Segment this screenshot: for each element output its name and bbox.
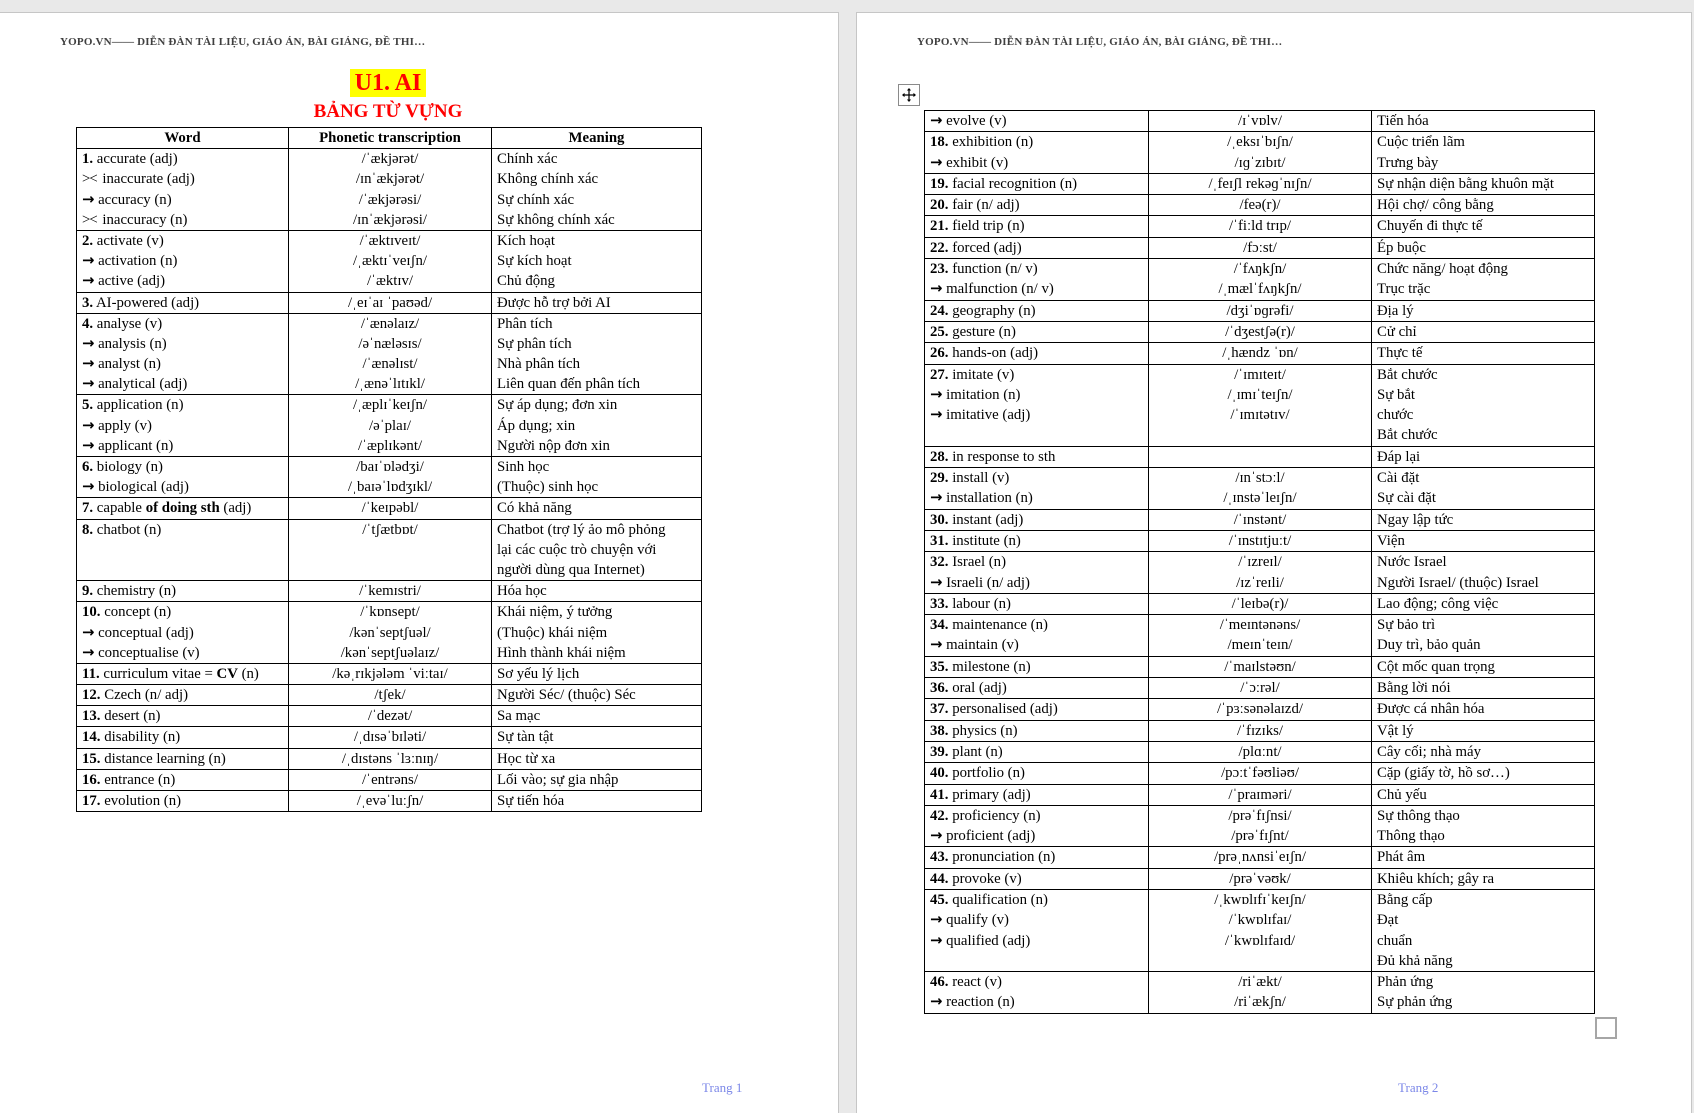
table-row — [925, 258, 1594, 300]
word-cell[interactable]: 12. Czech (n/ adj) — [82, 687, 189, 704]
phonetic-cell[interactable]: /ˌevəˈluːʃn/ — [288, 791, 491, 811]
meaning-cell[interactable]: Đáp lại — [1371, 447, 1594, 467]
table-row — [925, 656, 1594, 677]
meaning-cell[interactable]: Học từ xa — [491, 749, 701, 769]
meaning-cell[interactable]: Viện — [1371, 531, 1594, 551]
meaning-cell[interactable]: Phát âm — [1371, 847, 1594, 867]
site-watermark: YOPO.VN—— DIỄN ĐÀN TÀI LIỆU, GIÁO ÁN, BÀI GIẢNG, ĐỀ THI… — [917, 36, 1283, 48]
arrow-icon: → — [930, 911, 943, 929]
word-cell[interactable]: 38. physics (n) — [930, 722, 1018, 739]
unit-title-wrap — [76, 70, 700, 97]
word-cell[interactable]: 4. analyse (v) → analysis (n) → analyst (n) → analytical (adj) — [82, 315, 188, 393]
word-cell[interactable]: 17. evolution (n) — [82, 793, 182, 809]
meaning-cell[interactable]: Địa lý — [1371, 301, 1594, 321]
table-row — [925, 194, 1594, 215]
arrow-icon: → — [930, 931, 943, 949]
phonetic-cell[interactable]: /ˈtʃætbɒt/ — [288, 520, 491, 581]
word-cell[interactable]: 31. institute (n) — [930, 532, 1021, 549]
arrow-icon: → — [930, 153, 943, 171]
phonetic-cell[interactable]: /plɑːnt/ — [1148, 742, 1371, 762]
table-row — [925, 467, 1594, 509]
word-cell[interactable]: 22. forced (adj) — [930, 239, 1022, 256]
word-cell[interactable]: 33. labour (n) — [930, 595, 1011, 612]
phonetic-cell[interactable]: /ˈkemɪstri/ — [288, 581, 491, 601]
meaning-cell[interactable]: Sự áp dụng; đơn xin Áp dụng; xin Người nộp đơn xin — [491, 395, 701, 456]
meaning-cell[interactable]: Sinh học (Thuộc) sinh học — [491, 457, 701, 497]
table-row — [77, 519, 701, 581]
table-row — [925, 784, 1594, 805]
table-row — [925, 805, 1594, 847]
phonetic-cell[interactable]: /ˌhændz ˈɒn/ — [1148, 343, 1371, 363]
word-cell[interactable]: 10. concept (n) → conceptual (adj) → conceptualise (v) — [82, 604, 200, 661]
table-row — [925, 698, 1594, 719]
phonetic-cell[interactable]: /ˈkɒnsept/ /kənˈseptʃuəl/ /kənˈseptʃuəlaɪz/ — [288, 602, 491, 663]
meaning-cell[interactable]: Bắt chước Sự bắt chước Bắt chước — [1371, 365, 1594, 446]
word-cell[interactable]: 3. AI-powered (adj) — [82, 294, 200, 311]
arrow-icon: → — [930, 827, 943, 845]
site-watermark: YOPO.VN—— DIỄN ĐÀN TÀI LIỆU, GIÁO ÁN, BÀI GIẢNG, ĐỀ THI… — [60, 36, 426, 48]
antonym-icon: >< — [82, 171, 97, 188]
phonetic-cell[interactable]: /ˈɪzreɪl/ /ɪzˈreɪli/ — [1148, 552, 1371, 593]
arrow-icon: → — [930, 112, 943, 129]
meaning-cell[interactable]: Nước Israel Người Israel/ (thuộc) Israel — [1371, 552, 1594, 593]
table-row — [925, 111, 1594, 131]
table-row — [77, 497, 701, 518]
phonetic-cell[interactable]: /ˈfɪzɪks/ — [1148, 721, 1371, 741]
word-cell[interactable]: 26. hands-on (adj) — [930, 345, 1039, 362]
arrow-icon: → — [82, 416, 95, 434]
phonetic-cell[interactable]: /riˈækt/ /riˈækʃn/ — [1148, 972, 1371, 1013]
table-row — [77, 292, 701, 313]
word-cell[interactable]: 35. milestone (n) — [930, 658, 1031, 675]
meaning-cell[interactable]: Lao động; công việc — [1371, 594, 1594, 614]
meaning-cell[interactable]: Vật lý — [1371, 721, 1594, 741]
word-cell[interactable]: 13. desert (n) — [82, 708, 161, 725]
meaning-cell[interactable]: Sơ yếu lý lịch — [491, 664, 701, 684]
table-row — [925, 237, 1594, 258]
arrow-icon: → — [82, 436, 95, 454]
word-cell[interactable]: 8. chatbot (n) — [82, 521, 162, 538]
phonetic-cell[interactable]: /ˈfʌŋkʃn/ /ˌmælˈfʌŋkʃn/ — [1148, 259, 1371, 300]
word-cell[interactable]: → evolve (v) — [930, 112, 1007, 129]
column-header: Word — [164, 130, 201, 146]
phonetic-cell[interactable]: /ˈɔːrəl/ — [1148, 678, 1371, 698]
phonetic-cell[interactable]: /ˈɪnstənt/ — [1148, 510, 1371, 530]
phonetic-cell[interactable]: /ˈdezət/ — [288, 706, 491, 726]
word-cell[interactable]: 24. geography (n) — [930, 302, 1036, 319]
phonetic-cell[interactable]: /ˌæplɪˈkeɪʃn/ /əˈplaɪ/ /ˈæplɪkənt/ — [288, 395, 491, 456]
meaning-cell[interactable]: Sự bảo trì Duy trì, bảo quản — [1371, 615, 1594, 656]
meaning-cell[interactable]: Cử chỉ — [1371, 322, 1594, 342]
phonetic-cell[interactable]: /dʒiˈɒɡrəfi/ — [1148, 301, 1371, 321]
phonetic-cell[interactable]: /ˌkwɒlɪfɪˈkeɪʃn/ /ˈkwɒlɪfaɪ/ /ˈkwɒlɪfaɪd/ — [1148, 890, 1371, 971]
meaning-cell[interactable]: Chatbot (trợ lý ảo mô phỏng lại các cuộc trò chuyện với người dùng qua Internet) — [491, 520, 701, 581]
arrow-icon: → — [82, 643, 95, 661]
word-cell[interactable]: 11. curriculum vitae = CV (n) — [82, 665, 259, 682]
arrow-icon: → — [930, 573, 943, 591]
phonetic-cell[interactable]: /ˈdʒestʃə(r)/ — [1148, 322, 1371, 342]
word-cell[interactable]: 1. accurate (adj) >< inaccurate (adj) → accuracy (n) >< inaccuracy (n) — [82, 151, 195, 228]
meaning-cell[interactable]: Sự nhận diện bằng khuôn mặt — [1371, 174, 1594, 194]
meaning-cell[interactable]: Có khả năng — [491, 498, 701, 518]
arrow-icon: → — [82, 252, 95, 270]
phonetic-cell[interactable]: /ˌfeɪʃl rekəɡˈnɪʃn/ — [1148, 174, 1371, 194]
phonetic-cell[interactable]: /ˌeɪˈaɪ ˈpaʊəd/ — [288, 293, 491, 313]
table-row — [925, 741, 1594, 762]
phonetic-cell[interactable]: /ˈpɜːsənəlaɪzd/ — [1148, 699, 1371, 719]
antonym-icon: >< — [82, 211, 97, 228]
table-row — [925, 131, 1594, 173]
table-row — [77, 790, 701, 811]
word-cell[interactable]: 46. react (v) → reaction (n) — [930, 974, 1015, 1011]
table-row — [77, 313, 701, 395]
table-row — [925, 846, 1594, 867]
phonetic-cell[interactable]: /ˈfiːld trɪp/ — [1148, 216, 1371, 236]
phonetic-cell[interactable]: /ˈɪnstɪtjuːt/ — [1148, 531, 1371, 551]
word-cell[interactable]: 40. portfolio (n) — [930, 765, 1025, 782]
meaning-cell[interactable]: Cài đặt Sự cài đặt — [1371, 468, 1594, 509]
word-cell[interactable]: 9. chemistry (n) — [82, 583, 177, 600]
unit-title: U1. AI — [350, 69, 427, 97]
table-row — [77, 580, 701, 601]
meaning-cell[interactable]: Người Séc/ (thuộc) Séc — [491, 685, 701, 705]
word-cell[interactable]: 36. oral (adj) — [930, 680, 1007, 697]
phonetic-cell[interactable]: /ˈpraɪməri/ — [1148, 785, 1371, 805]
word-cell[interactable]: 20. fair (n/ adj) — [930, 197, 1020, 214]
phonetic-cell[interactable]: /ˌdɪsəˈbɪləti/ — [288, 727, 491, 747]
vocab-table-heading: BẢNG TỪ VỰNG — [313, 101, 463, 122]
table-row — [925, 551, 1594, 593]
table-move-handle-icon[interactable] — [898, 84, 920, 106]
word-cell[interactable]: 34. maintenance (n) → maintain (v) — [930, 617, 1048, 654]
table-row — [925, 530, 1594, 551]
phonetic-cell[interactable]: /ˈkeɪpəbl/ — [288, 498, 491, 518]
word-cell[interactable]: 29. install (v) → installation (n) — [930, 470, 1033, 507]
phonetic-cell[interactable]: /ˈæktɪveɪt/ /ˌæktɪˈveɪʃn/ /ˈæktɪv/ — [288, 231, 491, 292]
word-cell[interactable]: 28. in response to sth — [930, 448, 1056, 465]
phonetic-cell[interactable]: /prəˌnʌnsiˈeɪʃn/ — [1148, 847, 1371, 867]
word-cell[interactable]: 14. disability (n) — [82, 729, 181, 746]
meaning-cell[interactable]: Chuyến đi thực tế — [1371, 216, 1594, 236]
phonetic-cell[interactable]: /feə(r)/ — [1148, 195, 1371, 215]
word-cell[interactable]: 41. primary (adj) — [930, 786, 1031, 803]
word-cell[interactable]: 43. pronunciation (n) — [930, 849, 1056, 866]
meaning-cell[interactable]: Phản ứng Sự phản ứng — [1371, 972, 1594, 1013]
phonetic-cell[interactable]: /pɔːtˈfəʊliəʊ/ — [1148, 763, 1371, 783]
meaning-cell[interactable]: Ngay lập tức — [1371, 510, 1594, 530]
column-header: Meaning — [491, 128, 701, 148]
word-cell[interactable]: 32. Israel (n) → Israeli (n/ adj) — [930, 554, 1030, 591]
phonetic-cell[interactable]: /ˈmeɪntənəns/ /meɪnˈteɪn/ — [1148, 615, 1371, 656]
arrow-icon: → — [930, 993, 943, 1011]
word-cell[interactable]: 7. capable of doing sth (adj) — [82, 500, 252, 517]
word-cell[interactable]: 21. field trip (n) — [930, 218, 1025, 235]
table-row — [77, 230, 701, 292]
phonetic-cell[interactable]: /baɪˈɒlədʒi/ /ˌbaɪəˈlɒdʒɪkl/ — [288, 457, 491, 497]
table-row — [925, 677, 1594, 698]
table-row — [77, 684, 701, 705]
meaning-cell[interactable]: Hóa học — [491, 581, 701, 601]
table-row — [77, 748, 701, 769]
word-cell[interactable]: 44. provoke (v) — [930, 870, 1022, 887]
meaning-cell[interactable]: Sự tàn tật — [491, 727, 701, 747]
meaning-cell[interactable]: Sự thông thạo Thông thạo — [1371, 806, 1594, 847]
word-cell[interactable]: 19. facial recognition (n) — [930, 175, 1078, 192]
word-cell[interactable]: 25. gesture (n) — [930, 323, 1016, 340]
meaning-cell[interactable]: Chức năng/ hoạt động Trục trặc — [1371, 259, 1594, 300]
page-2[interactable] — [857, 13, 1691, 1113]
table-row — [925, 868, 1594, 889]
phonetic-cell[interactable]: /prəˈfɪʃnsi/ /prəˈfɪʃnt/ — [1148, 806, 1371, 847]
phonetic-cell[interactable]: /kəˌrɪkjələm ˈviːtaɪ/ — [288, 664, 491, 684]
table-row — [77, 663, 701, 684]
word-cell[interactable]: 30. instant (adj) — [930, 511, 1024, 528]
word-cell[interactable]: 27. imitate (v) → imitation (n) → imitative (adj) — [930, 366, 1031, 424]
arrow-icon: → — [82, 623, 95, 641]
phonetic-cell[interactable]: /ˈɪmɪteɪt/ /ˌɪmɪˈteɪʃn/ /ˈɪmɪtətɪv/ — [1148, 365, 1371, 446]
word-cell[interactable]: 37. personalised (adj) — [930, 701, 1058, 718]
page-footer: Trang 1 — [702, 1080, 743, 1095]
table-resize-handle[interactable] — [1595, 1017, 1617, 1039]
meaning-cell[interactable]: Thực tế — [1371, 343, 1594, 363]
word-cell[interactable]: 39. plant (n) — [930, 743, 1003, 760]
table-row — [925, 593, 1594, 614]
phonetic-cell[interactable]: /tʃek/ — [288, 685, 491, 705]
four-way-arrow-icon — [902, 88, 916, 102]
page-footer: Trang 2 — [1398, 1080, 1439, 1095]
word-cell[interactable]: 42. proficiency (n) → proficient (adj) — [930, 807, 1041, 845]
phonetic-cell[interactable]: /ˈænəlaɪz/ /əˈnæləsɪs/ /ˈænəlɪst/ /ˌænəˈlɪtɪkl/ — [288, 314, 491, 395]
meaning-cell[interactable]: Lối vào; sự gia nhập — [491, 770, 701, 790]
table-row — [925, 720, 1594, 741]
arrow-icon: → — [82, 334, 95, 352]
word-cell[interactable]: 6. biology (n) → biological (adj) — [82, 459, 189, 496]
meaning-cell[interactable]: Bằng lời nói — [1371, 678, 1594, 698]
vocab-table-page-1[interactable] — [76, 127, 702, 812]
phonetic-cell[interactable]: /ɪnˈstɔːl/ /ˌɪnstəˈleɪʃn/ — [1148, 468, 1371, 509]
arrow-icon: → — [82, 272, 95, 290]
table-row — [925, 342, 1594, 363]
table-row — [925, 446, 1594, 467]
table-row — [77, 769, 701, 790]
arrow-icon: → — [930, 385, 943, 403]
table-row — [925, 762, 1594, 783]
table-row — [77, 456, 701, 497]
phonetic-cell[interactable]: /ˈentrəns/ — [288, 770, 491, 790]
page-1[interactable] — [0, 13, 838, 1113]
meaning-cell[interactable]: Sự tiến hóa — [491, 791, 701, 811]
word-cell[interactable]: 16. entrance (n) — [82, 771, 176, 788]
arrow-icon: → — [82, 375, 95, 393]
meaning-cell[interactable]: Khái niệm, ý tưởng (Thuộc) khái niệm Hình thành khái niệm — [491, 602, 701, 663]
meaning-cell[interactable]: Được hỗ trợ bởi AI — [491, 293, 701, 313]
table-row — [77, 726, 701, 747]
vocab-table-page-2[interactable] — [924, 110, 1595, 1014]
meaning-cell[interactable]: Cột mốc quan trọng — [1371, 657, 1594, 677]
arrow-icon: → — [930, 280, 943, 298]
table-row — [925, 215, 1594, 236]
meaning-cell[interactable]: Cuộc triển lãm Trưng bày — [1371, 132, 1594, 173]
meaning-cell[interactable]: Cặp (giấy tờ, hồ sơ…) — [1371, 763, 1594, 783]
table-row — [925, 971, 1594, 1013]
meaning-cell[interactable]: Kích hoạt Sự kích hoạt Chủ động — [491, 231, 701, 292]
arrow-icon: → — [82, 190, 95, 208]
meaning-cell[interactable]: Bằng cấp Đạt chuẩn Đủ khả năng — [1371, 890, 1594, 971]
phonetic-cell[interactable]: /ˈækjərət/ /ɪnˈækjərət/ /ˈækjərəsi/ /ɪnˈækjərəsi/ — [288, 149, 491, 230]
phonetic-cell[interactable]: /ˈleɪbə(r)/ — [1148, 594, 1371, 614]
table-row — [925, 300, 1594, 321]
meaning-cell[interactable]: Ép buộc — [1371, 238, 1594, 258]
meaning-cell[interactable]: Khiêu khích; gây ra — [1371, 869, 1594, 889]
word-cell[interactable]: 2. activate (v) → activation (n) → active (adj) — [82, 232, 178, 290]
meaning-cell[interactable]: Được cá nhân hóa — [1371, 699, 1594, 719]
meaning-cell[interactable]: Sa mạc — [491, 706, 701, 726]
table-row — [77, 148, 701, 230]
word-cell[interactable]: 5. application (n) → apply (v) → applicant (n) — [82, 397, 184, 454]
meaning-cell[interactable]: Hội chợ/ công bằng — [1371, 195, 1594, 215]
meaning-cell[interactable]: Tiến hóa — [1371, 111, 1594, 131]
table-row — [77, 394, 701, 456]
table-row — [925, 509, 1594, 530]
column-header: Phonetic transcription — [288, 128, 491, 148]
arrow-icon: → — [82, 355, 95, 373]
word-cell[interactable]: 18. exhibition (n) → exhibit (v) — [930, 134, 1034, 171]
table-header-row — [77, 128, 701, 148]
phonetic-cell[interactable]: /ɪˈvɒlv/ — [1148, 111, 1371, 131]
phonetic-cell[interactable]: /ˌeksɪˈbɪʃn/ /ɪɡˈzɪbɪt/ — [1148, 132, 1371, 173]
meaning-cell[interactable]: Phân tích Sự phân tích Nhà phân tích Liên quan đến phân tích — [491, 314, 701, 395]
phonetic-cell[interactable]: /ˌdɪstəns ˈlɜːnɪŋ/ — [288, 749, 491, 769]
meaning-cell[interactable]: Cây cối; nhà máy — [1371, 742, 1594, 762]
table-row — [925, 364, 1594, 446]
word-cell[interactable]: 23. function (n/ v) → malfunction (n/ v) — [930, 261, 1054, 298]
phonetic-cell[interactable]: /ˈmaɪlstəʊn/ — [1148, 657, 1371, 677]
table-row — [925, 614, 1594, 656]
word-cell[interactable]: 45. qualification (n) → qualify (v) → qualified (adj) — [930, 891, 1048, 949]
phonetic-cell[interactable]: /fɔːst/ — [1148, 238, 1371, 258]
word-cell[interactable]: 15. distance learning (n) — [82, 750, 226, 767]
table-row — [925, 321, 1594, 342]
meaning-cell[interactable]: Chính xác Không chính xác Sự chính xác Sự không chính xác — [491, 149, 701, 230]
arrow-icon: → — [82, 478, 95, 496]
arrow-icon: → — [930, 489, 943, 507]
table-row — [77, 601, 701, 663]
table-row — [925, 889, 1594, 971]
arrow-icon: → — [930, 636, 943, 654]
meaning-cell[interactable]: Chủ yếu — [1371, 785, 1594, 805]
phonetic-cell[interactable]: /prəˈvəʊk/ — [1148, 869, 1371, 889]
phonetic-cell[interactable] — [1148, 447, 1371, 467]
table-row — [925, 173, 1594, 194]
table-row — [77, 705, 701, 726]
arrow-icon: → — [930, 406, 943, 424]
